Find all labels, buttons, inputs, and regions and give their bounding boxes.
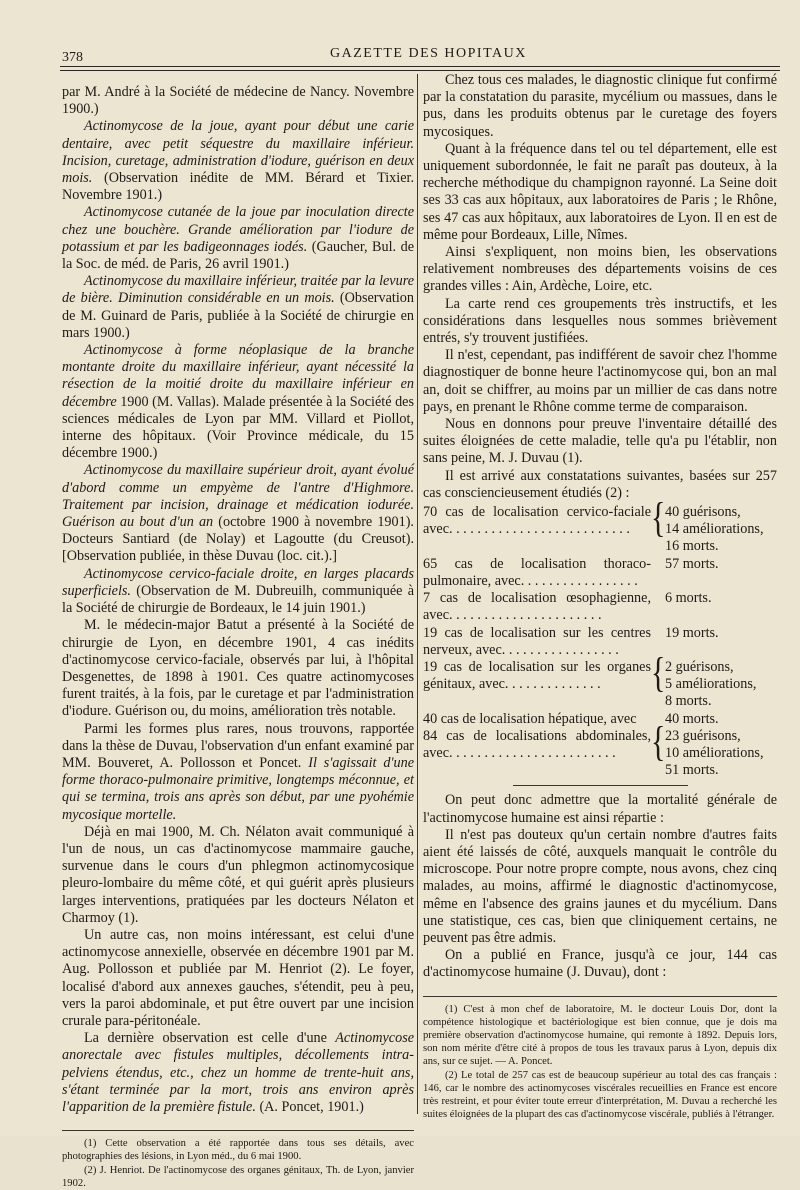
stat-row [423,556,777,590]
paragraph: Parmi les formes plus rares, nous trouvons, rapportée dans la thèse de Duvau, l'observation d'un enfant examiné par MM. Bouveret, A. Pollosson et Poncet. Il s'agissait d'une forme thoraco-pulmonaire primitive, longtemps méconnue, et qui se termina, trois ans après son début, par une pyohémie mycosique mortelle. [62,720,414,823]
stat-outcome: 2 guérisons, [665,658,734,675]
footnote: (1) Cette observation a été rapportée dans tous ses détails, avec photographies des lésions, in Lyon méd., du 6 mai 1900. [62,1138,414,1163]
running-title: GAZETTE DES HOPITAUX [330,46,527,61]
stat-outcome: 51 morts. [665,762,719,779]
stat-row [423,711,777,728]
stat-outcome: 5 améliorations, [665,676,757,693]
paragraph: Actinomycose du maxillaire supérieur droit, ayant évolué d'abord comme un empyème de l'antre d'Highmore. Traitement par incision, drainage et médication iodurée. Guérison au bout d'un an (octobre 1900 à novembre 1901). Docteurs Santiard (de Nolay) et Lagoutte (du Creusot). [Observation publiée, in thèse Duvau (loc. cit.).] [62,462,414,565]
left-column [62,84,414,1190]
footnote: (2) Le total de 257 cas est de beaucoup supérieur au total des cas français : 146, car le nombre des actinomycoses viscérales recueillies en France est encore très restreint, et pour éviter toute erreur d'interprétation, M. Duvau a recherché les suites éloignées de la plupart des cas d'actinomycose viscérale, publiés à l'étranger. [423,1069,777,1121]
paragraph: Actinomycose cervico-faciale droite, en larges placards superficiels. (Observation de M. Dubreuilh, communiquée à la Société de chirurgie de Bordeaux, le 14 juin 1901.) [62,565,414,617]
stat-label: 84 cas de localisations abdominales, avec. . . . . . . . . . . . . . . . . . . . . . . . [423,727,651,761]
right-column [423,72,777,1121]
stat-row [423,650,777,711]
stat-outcome: 40 morts. [665,710,719,727]
paragraph: Un autre cas, non moins intéressant, est celui d'une actinomycose annexielle, observée en décembre 1901 par M. Aug. Pollosson et publiée par M. Henriot (2). Le foyer, localisé d'abord aux annexes gauches, s'étendit, peu à peu, vers la paroi abdominale, et put être ouvert par une incision crurale para-péritonéale. [62,926,414,1029]
paragraph: Actinomycose à forme néoplasique de la branche montante droite du maxillaire inférieur, ayant nécessité la résection de la moitié droite du maxillaire inférieur en décembre 1900 (M. Vallas). Malade présentée à la Société des sciences médicales de Lyon par MM. Villard et Piollot, interne des hôpitaux. (Voir Province médicale, du 15 décembre 1900.) [62,342,414,462]
paragraph: par M. André à la Société de médecine de Nancy. Novembre 1900.) [62,84,414,118]
stat-label: 7 cas de localisation œsophagienne, avec. . . . . . . . . . . . . . . . . . . . . . [423,590,651,624]
stat-outcomes [665,711,777,728]
stat-outcome: 16 morts. [665,538,719,555]
stat-label: 19 cas de localisation sur les organes génitaux, avec. . . . . . . . . . . . . . [423,658,651,693]
paragraph: M. le médecin-major Batut a présenté à la Société de chirurgie de Lyon, en décembre 1901, 4 cas inédits d'actinomycose cervico-faciale, observés par lui, à l'hôpital Desgenettes, de 1898 à 1901. Ces quatre actinomycoses furent traités, à la fois, par le curetage et par l'administration d'iodure. Guérison ou, du moins, amélioration très notable. [62,617,414,720]
stat-label: 19 cas de localisation sur les centres nerveux, avec. . . . . . . . . . . . . . . . . [423,624,651,658]
paragraph: On peut donc admettre que la mortalité générale de l'actinomycose humaine est ainsi répartie : [423,792,777,826]
stat-row [423,495,777,556]
stat-outcome: 6 morts. [665,590,712,607]
stat-outcome: 10 améliorations, [665,744,764,761]
paragraph: Quant à la fréquence dans tel ou tel département, elle est uniquement subordonnée, le fait ne paraît pas douteux, à la recherche méthodique du champignon rayonné. La Seine doit ses 33 cas aux hôpitaux, aux laboratoires de Paris ; le Rhône, ses 47 cas aux hôpitaux, aux laboratoires de Lyon. Il en est de même pour Bordeaux, Lille, Nîmes. [423,140,777,243]
paragraph: Il n'est, cependant, pas indifférent de savoir chez l'homme diagnostiquer de bonne heure l'actinomycose qui, bon an mal an, doit se chiffrer, au moins par un millier de cas dans notre pays, en prenant le Rhône comme terme de comparaison. [423,347,777,415]
stat-outcome: 19 morts. [665,624,719,641]
column-divider [417,74,418,1114]
paragraph: On a publié en France, jusqu'à ce jour, 144 cas d'actinomycose humaine (J. Duvau), dont : [423,947,777,981]
stat-label: 70 cas de localisation cervico-faciale avec. . . . . . . . . . . . . . . . . . . . . . . . . . [423,504,651,538]
brace-glyph: { [651,718,666,766]
paragraph: La carte rend ces groupements très instructifs, et les considérations dans lesquelles nous sommes brièvement entrés, s'y trouvent justifiées. [423,295,777,347]
stat-label: 65 cas de localisation thoraco-pulmonaire, avec. . . . . . . . . . . . . . . . . [423,555,651,589]
stat-outcomes [665,504,777,556]
footnote-rule [423,996,777,997]
paragraph: Chez tous ces malades, le diagnostic clinique fut confirmé par la constatation du parasite, mycélium ou massues, dans le pus, dans les produits obtenus par le curetage des foyers mycosiques. [423,72,777,140]
paragraph: La dernière observation est celle d'une Actinomycose anorectale avec fistules multiples, décollements intra-pelviens étendus, etc., chez un homme de trente-huit ans, s'étant terminée par la mort, trois ans environ après l'apparition de la première fistule. (A. Poncet, 1901.) [62,1030,415,1115]
stat-outcome: 40 guérisons, [665,504,741,521]
brace-glyph: { [651,495,666,542]
page-number: 378 [62,50,83,65]
section-rule [513,785,688,786]
paragraph: Actinomycose cutanée de la joue par inoculation directe chez une bouchère. Grande amélioration par l'iodure de potassium et par les badigeonnages iodés. (Gaucher, Bul. de la Soc. de méd. de Paris, 26 avril 1901.) [62,204,414,273]
footnote-rule [62,1130,414,1131]
stat-label: 40 cas de localisation hépatique, avec [423,710,637,727]
stat-outcome: 8 morts. [665,693,712,710]
header-rule-thin [60,70,780,71]
paragraph: Il n'est pas douteux qu'un certain nombre d'autres faits aient été laissés de côté, auxquels manquait le contrôle du microscope. Pour notre propre compte, nous avons, chez cinq malades, au moins, affirmé le diagnostic d'actinomycose, même en l'absence des grains jaunes et du mycélium. Dans une statistique, ces cas, bien que cliniquement certains, ne peuvent pas être admis. [423,826,777,946]
stat-row [423,590,777,624]
paragraph: Il est arrivé aux constatations suivantes, basées sur 257 cas consciencieusement étudiés (2) : [423,467,777,501]
stat-outcomes [665,590,777,607]
paragraph: Ainsi s'expliquent, non moins bien, les observations relativement nombreuses des départements voisins de ces grandes villes : Ain, Ardèche, Loire, etc. [423,244,777,295]
paragraph: Actinomycose du maxillaire inférieur, traitée par la levure de bière. Diminution considérable en un mois. (Observation de M. Guinard de Paris, publiée à la Société de chirurgie en mars 1900.) [62,273,414,341]
stat-outcomes [665,659,777,711]
statistics-table [423,495,777,779]
footnote: (1) C'est à mon chef de laboratoire, M. le docteur Louis Dor, dont la compétence histologique et bactériologique est bien connue, que je dois ma première observation d'actinomycose humaine, qui remonte à 1892. Depuis lors, son nom mérite d'être cité à propos de tous les travaux parus à Lyon, depuis dix ans, sur ce sujet. — A. Poncet. [423,1003,777,1068]
paragraph: Actinomycose de la joue, ayant pour début une carie dentaire, avec petit séquestre du maxillaire inférieur. Incision, curetage, administration d'iodure, guérison en deux mois. (Observation inédite de MM. Bérard et Tixier. Novembre 1901.) [62,118,414,204]
stat-outcome: 14 améliorations, [665,521,764,538]
stat-outcomes [665,556,777,573]
brace-glyph: { [651,650,666,697]
paragraph: Déjà en mai 1900, M. Ch. Nélaton avait communiqué à l'un de nous, un cas d'actinomycose mammaire gauche, survenue dans le cours d'un phlegmon actinomycosique pleuro-lombaire du même côté, et qui guérit après plusieurs larges interventions, pratiquées par les docteurs Nélaton et Charmoy (1). [62,823,414,926]
paragraph: Nous en donnons pour preuve l'inventaire détaillé des suites éloignées de cette maladie, telle qu'a pu l'établir, non sans peine, M. J. Duvau (1). [423,416,777,467]
stat-outcome: 23 guérisons, [665,727,741,744]
stat-outcome: 57 morts. [665,555,719,572]
footnote: (2) J. Henriot. De l'actinomycose des organes génitaux, Th. de Lyon, janvier 1902. [62,1164,414,1189]
stat-outcomes [665,625,777,642]
stat-row [423,625,777,659]
stat-outcomes [665,728,777,780]
header-rule [60,66,780,67]
